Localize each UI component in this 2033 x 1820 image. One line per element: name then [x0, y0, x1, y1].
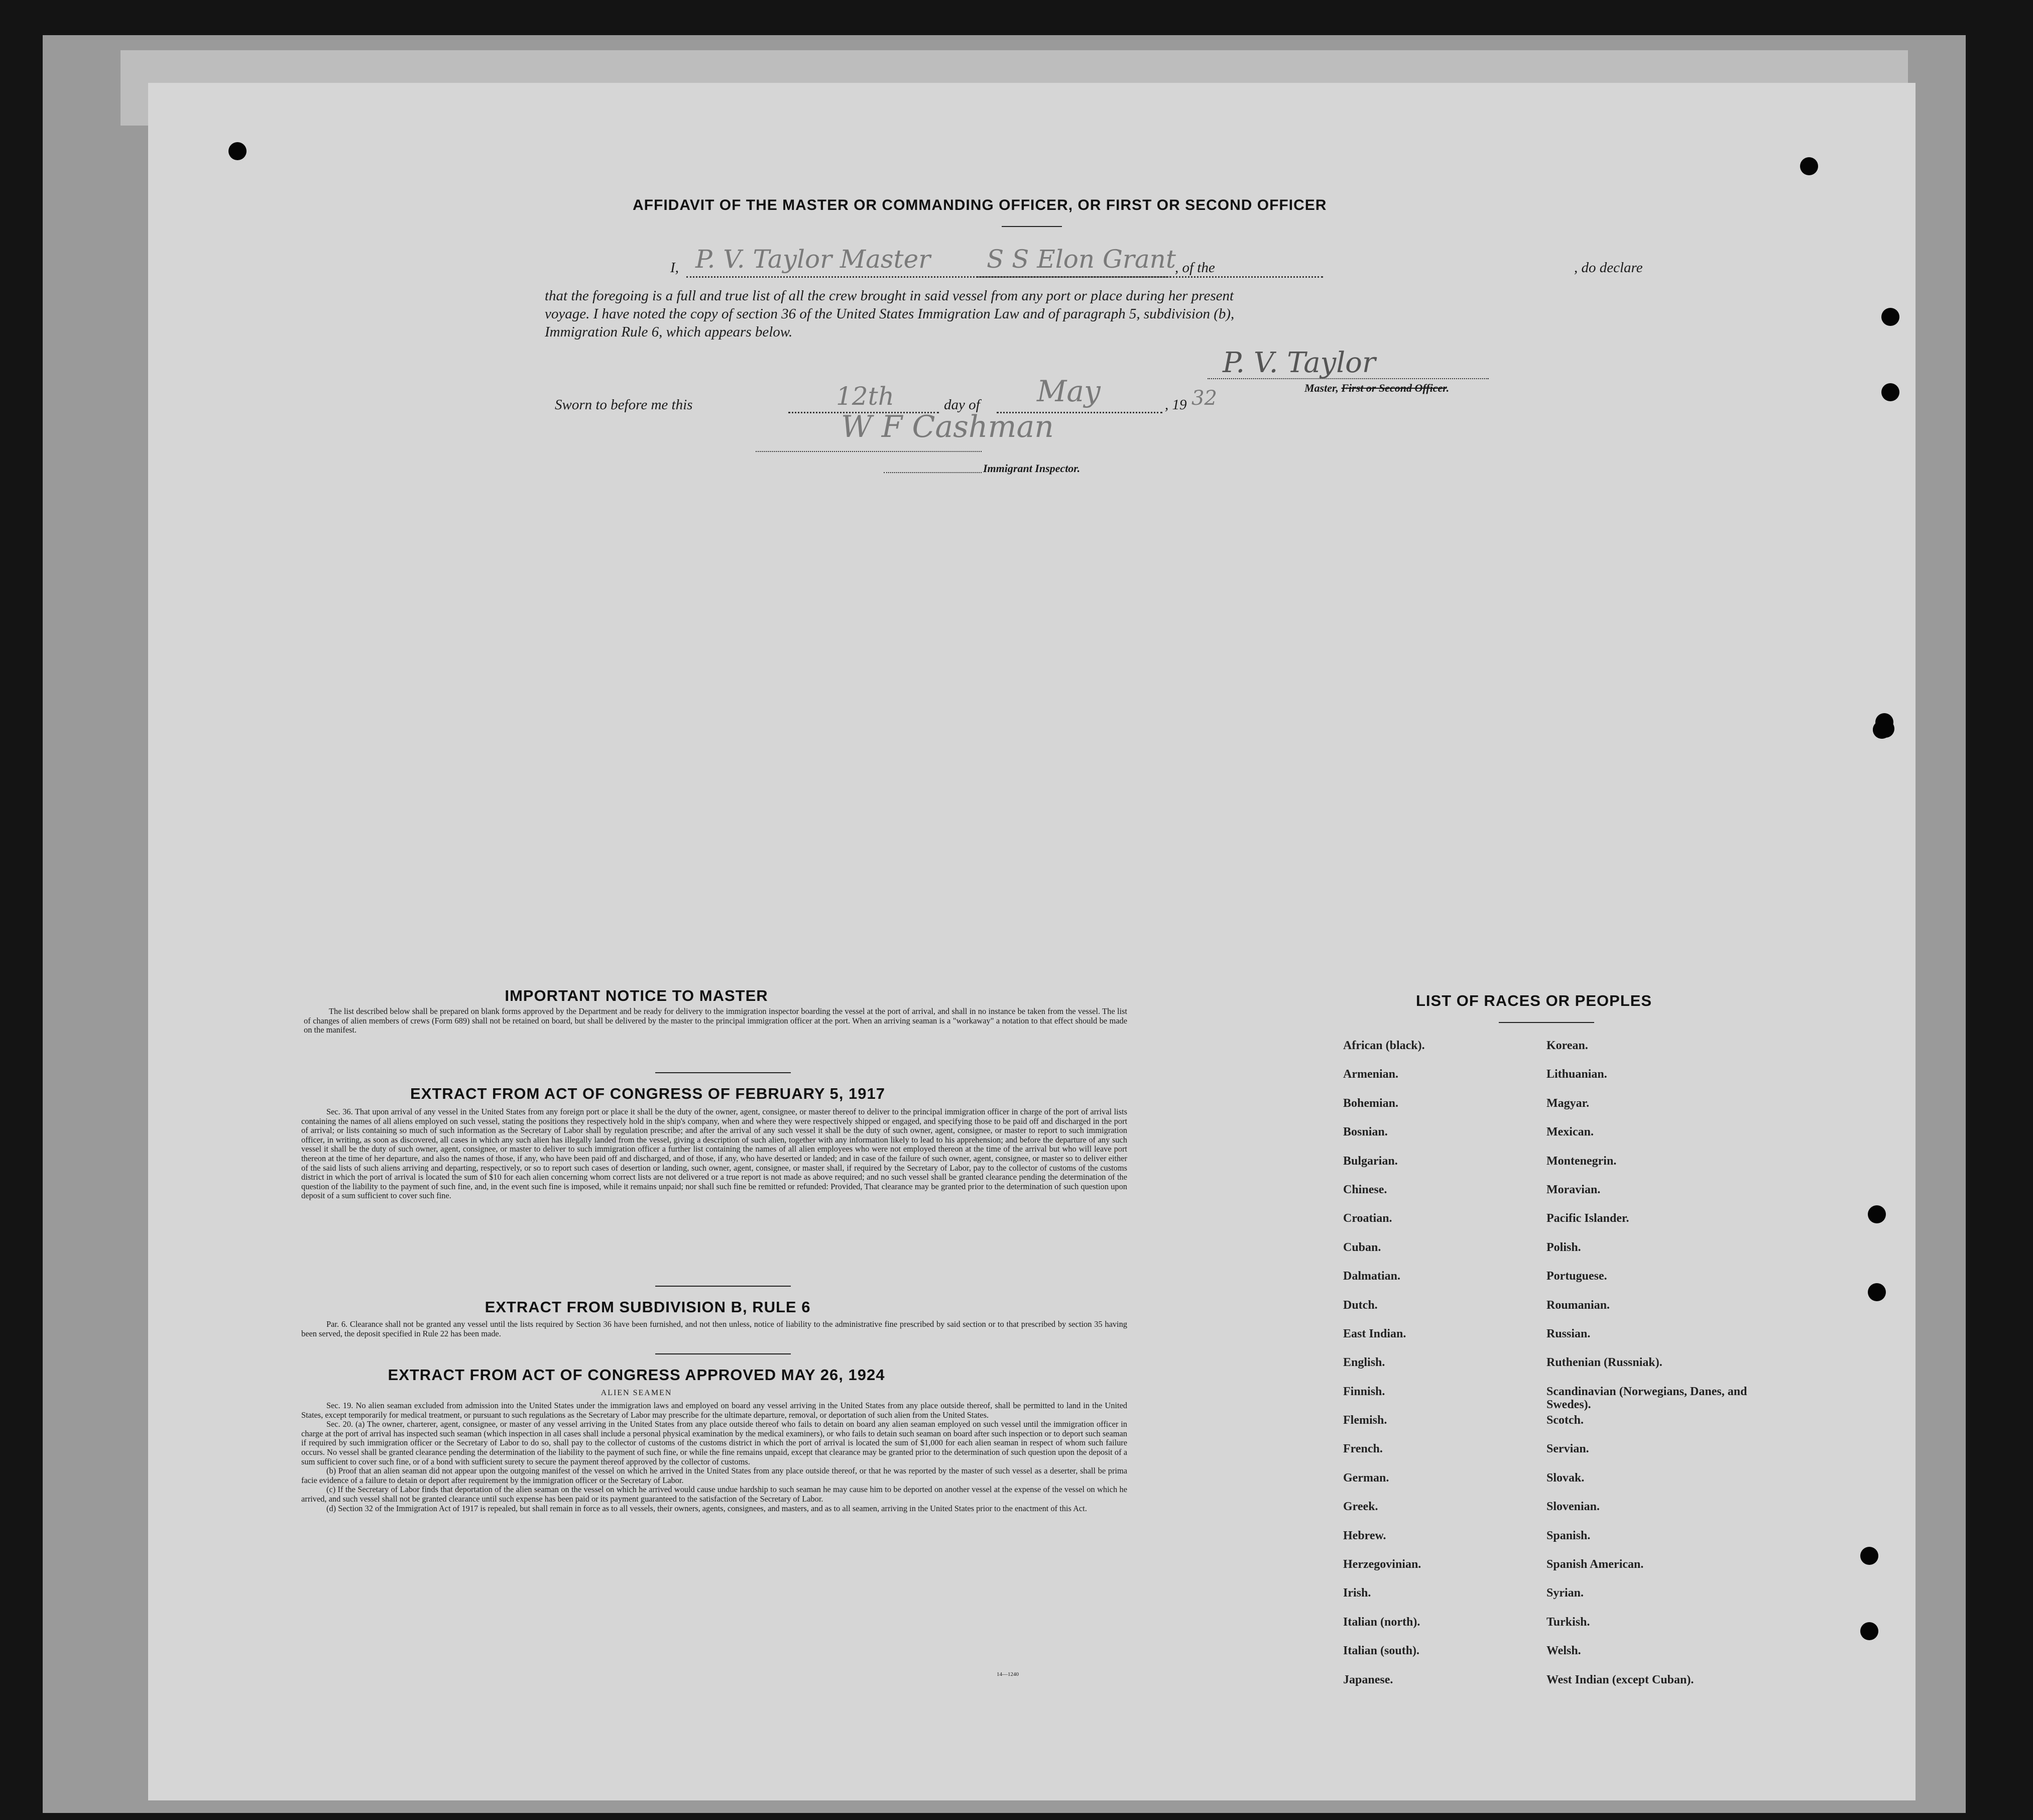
race-item: Pacific Islander.: [1546, 1212, 1629, 1225]
extract3-body: Sec. 19. No alien seaman excluded from admission into the United States under the immigration laws and employed on board any vessel arriving in the United States from any place outside thereof, shall be permitted to land in the United States, except temporarily for medical treatment, or pursuant to such regulations as the Secretary of Labor may prescribe for the ultimate departure, removal, or deportation of such alien from the United States. Sec. 20. (a) The owner, charterer, agent, consignee, or master of any vessel arriving in the United States from any place outside thereof who fails to detain on board any alien seaman employed on such vessel until the immigration officer in charge at the port of arrival has inspected such seaman (which inspection in all cases shall include a personal physical examination by the medical examiners), or who fails to detain such seaman on board after such inspection or to deport such seaman if required by such immigration officer or the Secretary of Labor to do so, shall pay to the collector of customs of the customs district in which the port of arrival is located the sum of $1,000 for each alien seaman in respect of whom such failure occurs. No vessel shall be granted clearance pending the determination of the liability to the payment of such fine, or while the fine remains unpaid, except that clearance may be granted prior to the determination of such question upon the deposit of a sum sufficient to cover such fine, or of a bond with sufficient surety to secure the payment thereof approved by the collector of customs. (b) Proof that an alien seaman did not appear upon the outgoing manifest of the vessel on which he arrived in the United States from any place outside thereof, or that he was reported by the master of such vessel as a deserter, shall be prima facie evidence of a failure to detain or deport after requirement by the immigration officer or the Secretary of Labor. (c) If the Secretary of Labor finds that deportation of the alien seaman on the vessel on which he arrived would cause undue hardship to such seaman he may cause him to be deported on another vessel at the expense of the vessel on which he arrived, and such vessel shall not be granted clearance until such expense has been paid or its payment guaranteed to the satisfaction of the Secretary of Labor. (d) Section 32 of the Immigration Act of 1917 is repealed, but shall remain in force as to all vessels, their owners, agents, consignees, and masters, and as to all seamen, arriving in the United States prior to the enactment of this Act.: [301, 1401, 1127, 1513]
punch-hole: [1881, 308, 1899, 326]
vessel-name-handwritten: S S Elon Grant: [987, 245, 1176, 274]
races-title: LIST OF RACES OR PEOPLES: [1416, 992, 1652, 1009]
race-item: English.: [1343, 1356, 1385, 1370]
sworn-year-prefix: , 19: [1165, 397, 1187, 413]
notice-title: IMPORTANT NOTICE TO MASTER: [505, 987, 768, 1004]
race-item: Italian (north).: [1343, 1615, 1420, 1629]
extract2-rule: [655, 1353, 791, 1354]
extract1-body: Sec. 36. That upon arrival of any vessel in the United States from any foreign port or place it shall be the duty of the owner, agent, consignee, or master thereof to deliver to the principal immigration officer in charge of the port of arrival lists containing the names of all aliens employed on such vessel, stating the positions they respectively hold in the ship's company, when and where they were respectively shipped or engaged, and specifying those to be paid off and discharged in the port of arrival; or lists containing so much of such information as the Secretary of Labor shall by regulation prescribe; and after the arrival of any such vessel it shall be the duty of such owner, agent, consignee, or master to report to such immigration officer, in writing, as soon as discovered, all cases in which any such alien has illegally landed from the vessel, giving a description of such alien, together with any information likely to lead to his apprehension; and before the departure of any such vessel it shall be the duty of such owner, agent, consignee, or master to deliver to such immigration officer a further list containing the names of all alien employees who were not employed thereon at the time of the arrival but who will leave port thereon at the time of her departure, and also the names of those, if any, who have been paid off and discharged, and of those, if any, who have deserted or landed; and in case of the failure of such owner, agent, consignee, or master so to deliver either of the said lists of such aliens arriving and departing, respectively, or so to report such cases of desertion or landing, such owner, agent, consignee, or master shall, if required by the Secretary of Labor, pay to the collector of customs of the customs district in which the port of arrival is located the sum of $10 for each alien concerning whom correct lists are not delivered or a true report is not made as above required; and no such vessel shall be granted clearance pending the determination of the question of the liability to the payment of such fine, and, in the event such fine is imposed, while it remains unpaid; nor shall such fine be remitted or refunded: Provided, That clearance may be granted prior to the determination of such question upon deposit of a sum sufficient to cover such fine.: [301, 1107, 1127, 1201]
form-code: 14—1240: [997, 1671, 1019, 1677]
punch-hole: [1800, 157, 1818, 175]
sworn-prefix: Sworn to before me this: [555, 397, 693, 413]
extract2-body: Par. 6. Clearance shall not be granted any vessel until the lists required by Section 36 have been furnished, and not then unless, notice of liability to the administrative fine prescribed by said section or to that prescribed by section 35 having been served, the deposit specified in Rule 22 has been made.: [301, 1319, 1127, 1338]
inspector-blank-2: [884, 472, 982, 473]
race-item: Spanish.: [1546, 1529, 1591, 1542]
line1-mid: , of the: [1175, 260, 1215, 276]
title-rule: [1002, 226, 1062, 227]
race-item: French.: [1343, 1442, 1383, 1456]
punch-hole: [1860, 1622, 1878, 1640]
race-item: Ruthenian (Russniak).: [1546, 1356, 1662, 1370]
extract2-title: EXTRACT FROM SUBDIVISION B, RULE 6: [485, 1298, 811, 1316]
notice-rule: [655, 1072, 791, 1073]
extract3-subtitle: ALIEN SEAMEN: [601, 1389, 672, 1397]
race-item: Bohemian.: [1343, 1096, 1399, 1110]
sworn-year-handwritten: 32: [1191, 387, 1217, 410]
master-signature: P. V. Taylor: [1223, 347, 1376, 379]
signature-blank: [1208, 378, 1489, 379]
punch-hole: [1876, 720, 1894, 738]
inspector-blank: [756, 451, 982, 452]
sworn-month-handwritten: May: [1037, 374, 1101, 408]
affidavit-page: [148, 83, 1916, 1800]
race-item: Italian (south).: [1343, 1644, 1420, 1658]
race-item: Moravian.: [1546, 1183, 1601, 1196]
signature-caption: Master, First or Second Officer.: [1304, 382, 1450, 394]
vessel-blank: [977, 276, 1323, 278]
race-item: Dalmatian.: [1343, 1270, 1400, 1283]
race-item: Croatian.: [1343, 1212, 1392, 1225]
master-name-handwritten: P. V. Taylor Master: [695, 245, 931, 274]
race-item: Spanish American.: [1546, 1558, 1644, 1571]
race-item: Cuban.: [1343, 1240, 1381, 1254]
race-item: Syrian.: [1546, 1586, 1584, 1600]
inspector-caption: Immigrant Inspector.: [983, 462, 1081, 475]
punch-hole: [228, 142, 247, 160]
race-item: Irish.: [1343, 1586, 1371, 1600]
race-item: Slovenian.: [1546, 1500, 1600, 1514]
race-item: Scotch.: [1546, 1414, 1584, 1427]
affidavit-line-3: voyage. I have noted the copy of section 36 of the United States Immigration Law and of paragraph 5, subdivision (b),: [545, 306, 1235, 322]
inspector-signature: W F Cashman: [841, 409, 1054, 444]
races-rule: [1499, 1022, 1594, 1023]
race-item: Roumanian.: [1546, 1298, 1610, 1312]
race-item: Mexican.: [1546, 1125, 1594, 1139]
race-item: Lithuanian.: [1546, 1068, 1607, 1081]
punch-hole: [1860, 1547, 1878, 1565]
race-item: Hebrew.: [1343, 1529, 1386, 1542]
line1-suffix: , do declare: [1574, 260, 1643, 276]
race-item: Flemish.: [1343, 1414, 1387, 1427]
punch-hole: [1881, 383, 1899, 401]
race-item: Greek.: [1343, 1500, 1378, 1514]
affidavit-line-4: Immigration Rule 6, which appears below.: [545, 324, 793, 340]
race-item: Turkish.: [1546, 1615, 1590, 1629]
race-item: Herzegovinian.: [1343, 1558, 1421, 1571]
race-item: Korean.: [1546, 1039, 1588, 1052]
punch-hole: [1868, 1205, 1886, 1223]
race-item: Scandinavian (Norwegians, Danes, and Swedes).: [1546, 1385, 1747, 1411]
extract3-title: EXTRACT FROM ACT OF CONGRESS APPROVED MAY 26, 1924: [388, 1366, 885, 1384]
races-column-2: [1546, 1039, 1747, 1702]
race-item: Finnish.: [1343, 1385, 1385, 1398]
races-column-1: [1343, 1039, 1534, 1702]
punch-hole: [1868, 1283, 1886, 1301]
race-item: Polish.: [1546, 1240, 1581, 1254]
affidavit-title: AFFIDAVIT OF THE MASTER OR COMMANDING OFFICER, OR FIRST OR SECOND OFFICER: [633, 197, 1327, 213]
race-item: Welsh.: [1546, 1644, 1581, 1658]
race-item: African (black).: [1343, 1039, 1425, 1052]
race-item: Japanese.: [1343, 1673, 1393, 1686]
race-item: Montenegrin.: [1546, 1154, 1617, 1168]
line1-prefix: I,: [670, 260, 679, 276]
race-item: Bosnian.: [1343, 1125, 1388, 1139]
extract1-rule: [655, 1286, 791, 1287]
race-item: Bulgarian.: [1343, 1154, 1398, 1168]
race-item: Chinese.: [1343, 1183, 1387, 1196]
race-item: West Indian (except Cuban).: [1546, 1673, 1694, 1686]
race-item: Dutch.: [1343, 1298, 1378, 1312]
race-item: Servian.: [1546, 1442, 1589, 1456]
extract1-title: EXTRACT FROM ACT OF CONGRESS OF FEBRUARY 5, 1917: [410, 1085, 885, 1102]
race-item: Slovak.: [1546, 1471, 1585, 1485]
sworn-day-of: day of: [944, 397, 980, 413]
race-item: Magyar.: [1546, 1096, 1590, 1110]
affidavit-line-2: that the foregoing is a full and true list of all the crew brought in said vessel from any port or place during her present: [545, 288, 1234, 304]
race-item: German.: [1343, 1471, 1389, 1485]
race-item: Portuguese.: [1546, 1270, 1607, 1283]
race-item: Armenian.: [1343, 1068, 1398, 1081]
race-item: Russian.: [1546, 1327, 1591, 1340]
sworn-day-handwritten: 12th: [836, 382, 894, 411]
notice-body: The list described below shall be prepared on blank forms approved by the Department and be ready for delivery to the immigration inspector boarding the vessel at the port of arrival, and shall in no instance be taken from the vessel. The list of changes of alien members of crews (Form 689) shall not be retained on board, but shall be delivered by the master to the principal immigration officer at the port. When an arriving seaman is a "workaway" a notation to that effect should be made on the manifest.: [304, 1006, 1127, 1035]
race-item: East Indian.: [1343, 1327, 1406, 1340]
